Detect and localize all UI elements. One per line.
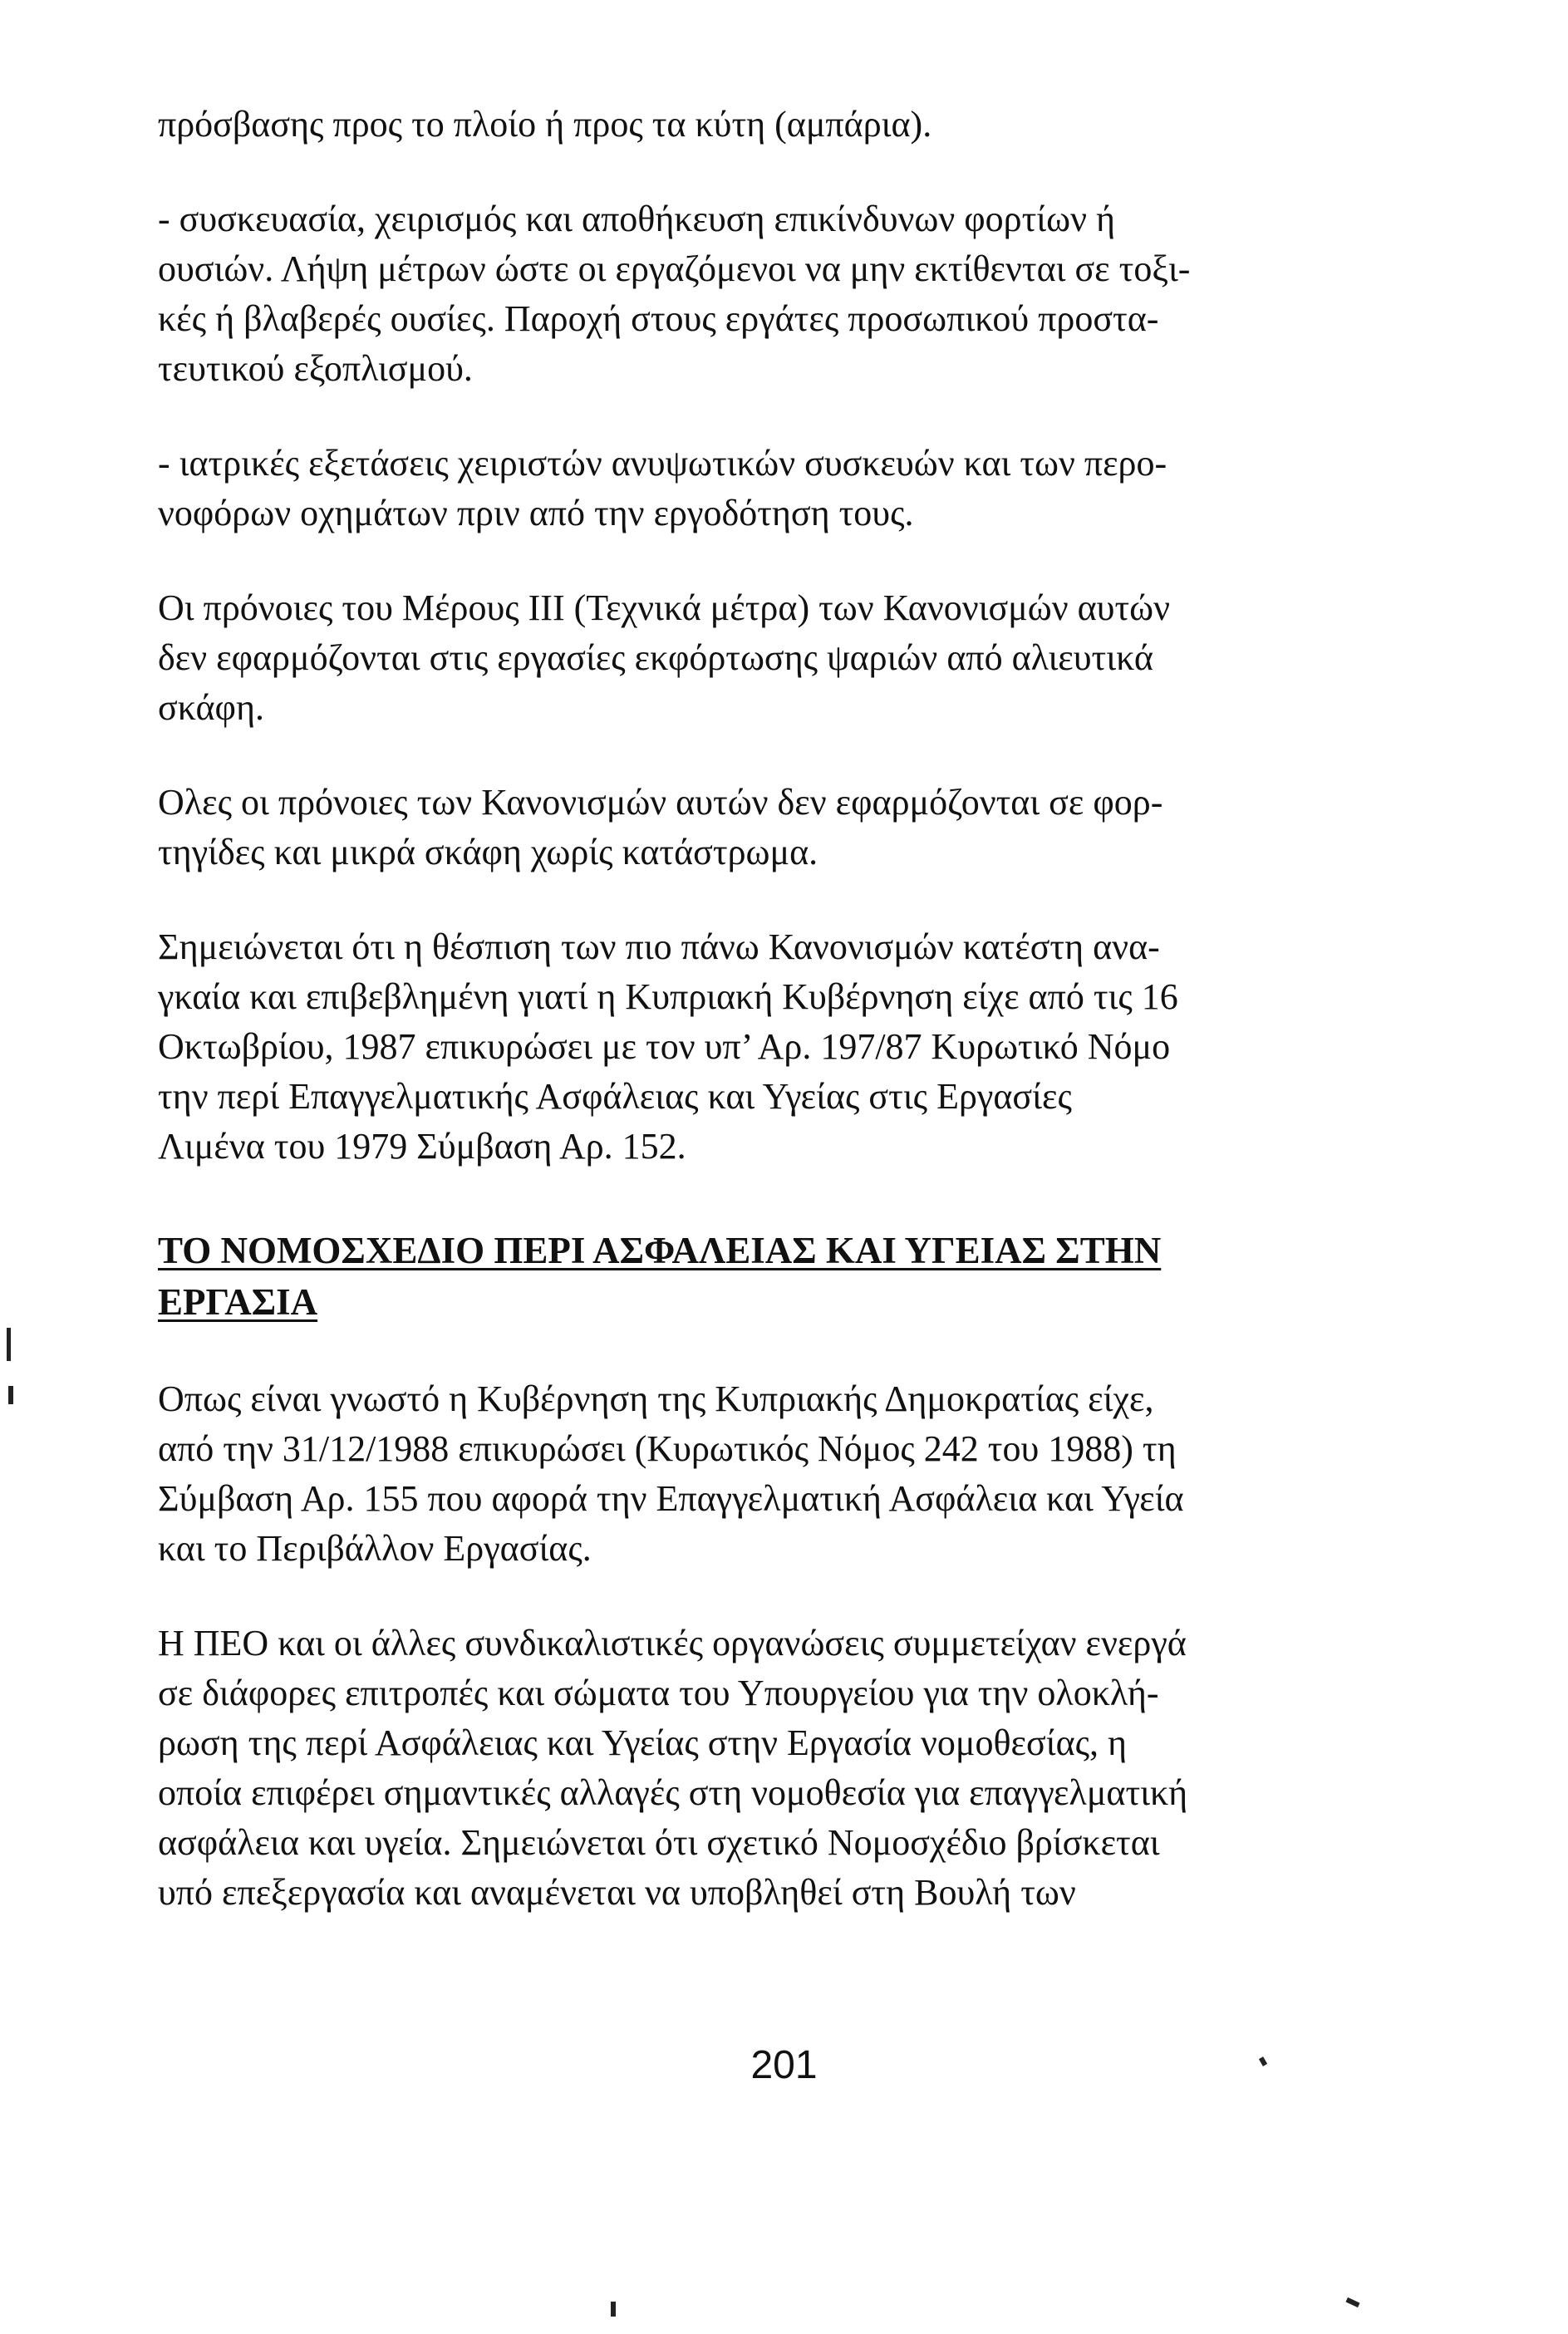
text-line: και το Περιβάλλον Εργασίας. (158, 1528, 592, 1569)
text-line: Σημειώνεται ότι η θέσπιση των πιο πάνω Κανονισμών κατέστη ανα- (158, 926, 1160, 967)
text-line: Οι πρόνοιες του Μέρους ΙΙΙ (Τεχνικά μέτρα) των Κανονισμών αυτών (158, 587, 1170, 628)
text-line: γκαία και επιβεβλημένη γιατί η Κυπριακή Κυβέρνηση είχε από τις 16 (158, 976, 1178, 1017)
paragraph-1 (158, 100, 1421, 150)
text-line: οποία επιφέρει σημαντικές αλλαγές στη νομοθεσία για επαγγελματική (158, 1772, 1188, 1813)
text-line: τευτικού εξοπλισμού. (158, 348, 473, 389)
scan-speck (8, 1386, 13, 1404)
paragraph-2 (158, 194, 1421, 394)
paragraph-8 (158, 1619, 1421, 1918)
heading-line: ΕΡΓΑΣΙΑ (158, 1281, 318, 1323)
text-line: κές ή βλαβερές ουσίες. Παροχή στους εργάτες προσωπικού προστα- (158, 298, 1159, 339)
page-number: 201 (750, 2043, 818, 2087)
text-line: - συσκευασία, χειρισμός και αποθήκευση επικίνδυνων φορτίων ή (158, 199, 1115, 239)
scan-speck (611, 2302, 616, 2317)
paragraph-3 (158, 439, 1421, 538)
text-line: την περί Επαγγελματικής Ασφάλειας και Υγείας στις Εργασίες (158, 1076, 1072, 1117)
text-line: - ιατρικές εξετάσεις χειριστών ανυψωτικών συσκευών και των περο- (158, 443, 1167, 484)
section-heading (158, 1225, 1421, 1328)
paragraph-4 (158, 583, 1421, 733)
text-line: Σύμβαση Αρ. 155 που αφορά την Επαγγελματική Ασφάλεια και Υγεία (158, 1478, 1184, 1519)
scan-speck (7, 1328, 11, 1361)
text-line: νοφόρων οχημάτων πριν από την εργοδότηση τους. (158, 493, 914, 533)
page-body (158, 100, 1421, 1918)
heading-line: ΤΟ ΝΟΜΟΣΧΕΔΙΟ ΠΕΡΙ ΑΣΦΑΛΕΙΑΣ ΚΑΙ ΥΓΕΙΑΣ ΣΤΗΝ (158, 1230, 1162, 1271)
text-line: από την 31/12/1988 επικυρώσει (Κυρωτικός Νόμος 242 του 1988) τη (158, 1428, 1177, 1469)
text-line: Οκτωβρίου, 1987 επικυρώσει με τον υπ’ Αρ. 197/87 Κυρωτικό Νόμο (158, 1026, 1171, 1067)
paragraph-7 (158, 1374, 1421, 1574)
text-line: πρόσβασης προς το πλοίο ή προς τα κύτη (αμπάρια). (158, 104, 932, 145)
text-line: Οπως είναι γνωστό η Κυβέρνηση της Κυπριακής Δημοκρατίας είχε, (158, 1378, 1154, 1419)
text-line: υπό επεξεργασία και αναμένεται να υποβληθεί στη Βουλή των (158, 1872, 1076, 1913)
text-line: δεν εφαρμόζονται στις εργασίες εκφόρτωσης ψαριών από αλιευτικά (158, 637, 1153, 678)
text-line: Η ΠΕΟ και οι άλλες συνδικαλιστικές οργανώσεις συμμετείχαν ενεργά (158, 1623, 1187, 1663)
text-line: ασφάλεια και υγεία. Σημειώνεται ότι σχετικό Νομοσχέδιο βρίσκεται (158, 1822, 1160, 1863)
text-line: Λιμένα του 1979 Σύμβαση Αρ. 152. (158, 1126, 686, 1167)
paragraph-5 (158, 778, 1421, 877)
text-line: τηγίδες και μικρά σκάφη χωρίς κατάστρωμα. (158, 832, 818, 872)
text-line: ρωση της περί Ασφάλειας και Υγείας στην Εργασία νομοθεσίας, η (158, 1722, 1128, 1763)
text-line: σκάφη. (158, 687, 264, 728)
text-line: σε διάφορες επιτροπές και σώματα του Υπουργείου για την ολοκλή- (158, 1673, 1159, 1713)
text-line: Ολες οι πρόνοιες των Κανονισμών αυτών δεν εφαρμόζονται σε φορ- (158, 782, 1163, 823)
paragraph-6 (158, 922, 1421, 1172)
scan-speck (1345, 2297, 1359, 2307)
text-line: ουσιών. Λήψη μέτρων ώστε οι εργαζόμενοι να μην εκτίθενται σε τοξι- (158, 248, 1191, 289)
